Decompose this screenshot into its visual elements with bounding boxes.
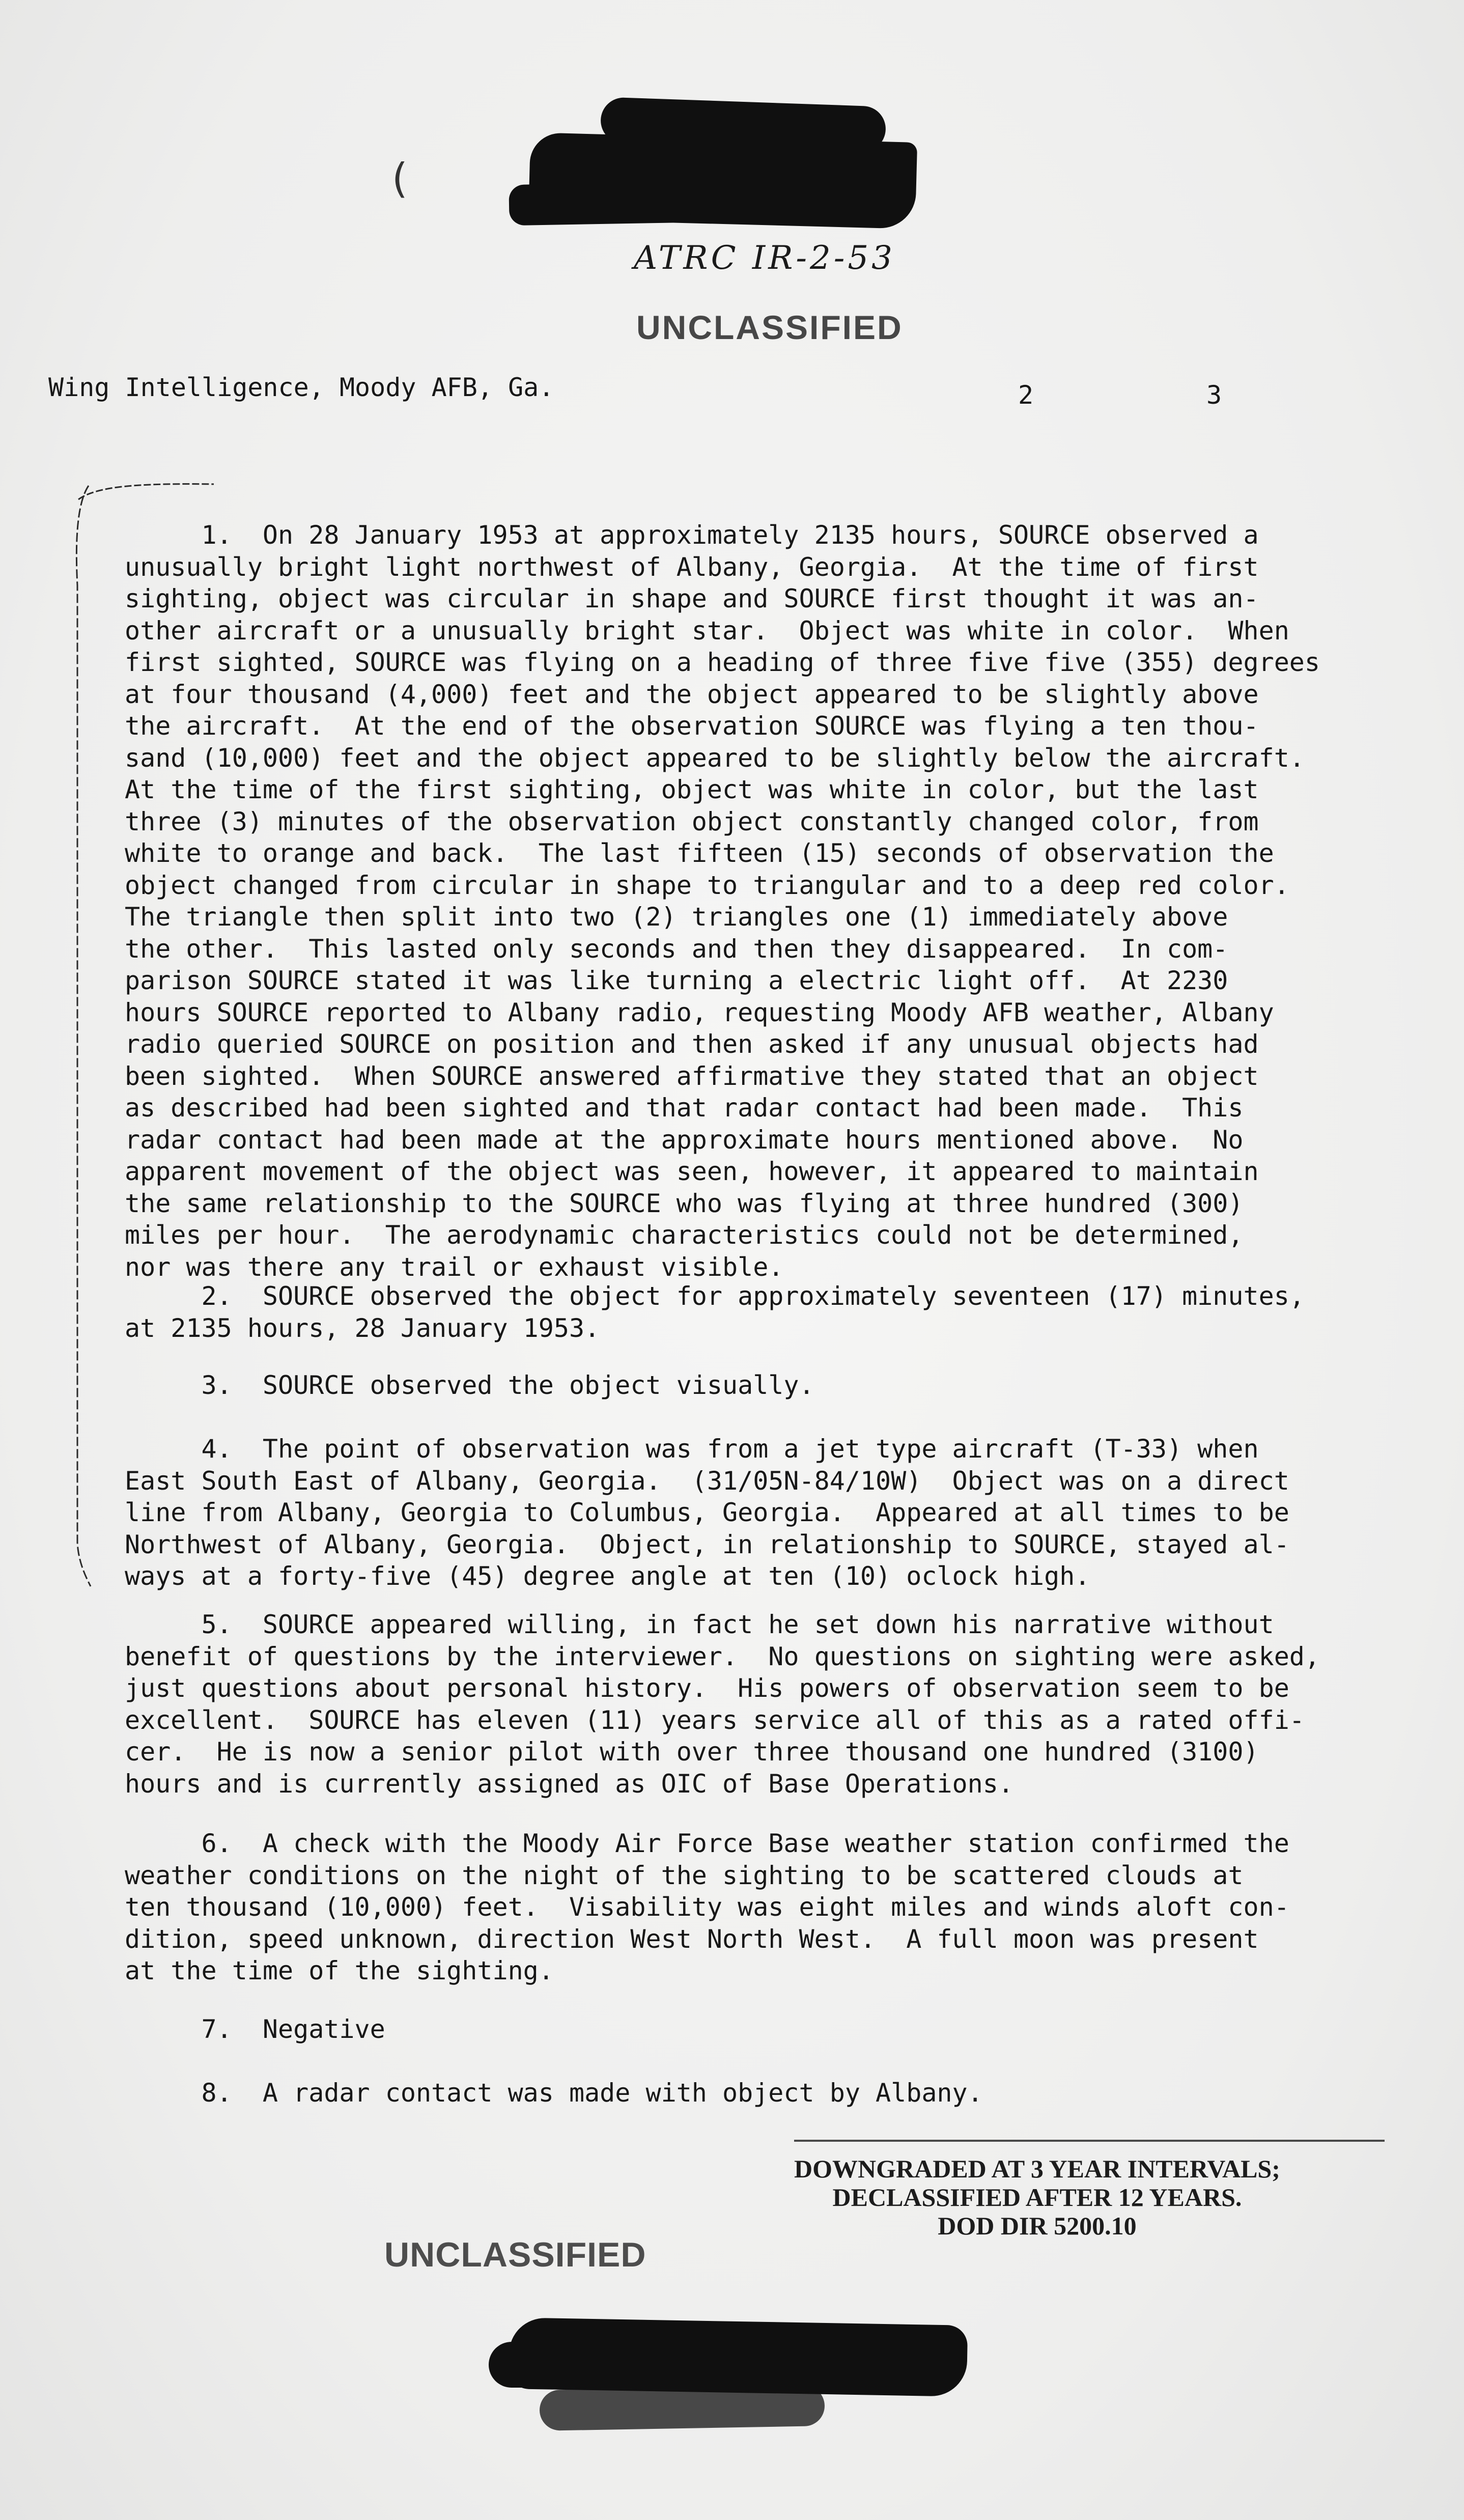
paragraph-1 <box>125 519 1346 1283</box>
text-line: the same relationship to the SOURCE who was flying at three hundred (300) <box>125 1188 1244 1218</box>
handwritten-reference: ATRC IR-2-53 <box>634 239 895 277</box>
text-line: been sighted. When SOURCE answered affirmative they stated that an object <box>125 1061 1259 1091</box>
text-line: the aircraft. At the end of the observation SOURCE was flying a ten thou- <box>125 711 1259 741</box>
stray-mark: ( <box>387 155 412 202</box>
text-line: radar contact had been made at the approximate hours mentioned above. No <box>125 1125 1244 1155</box>
paragraph-2 <box>125 1280 1346 1344</box>
text-line: 7. Negative <box>125 2014 385 2044</box>
text-line: hours and is currently assigned as OIC of Base Operations. <box>125 1769 1013 1799</box>
text-line: excellent. SOURCE has eleven (11) years service all of this as a rated offi- <box>125 1705 1305 1735</box>
text-line: cer. He is now a senior pilot with over three thousand one hundred (3100) <box>125 1737 1259 1767</box>
copy-number: 3 <box>1206 380 1222 410</box>
text-line: just questions about personal history. His powers of observation seem to be <box>125 1673 1289 1703</box>
text-line: sand (10,000) feet and the object appeared to be slightly below the aircraft. <box>125 743 1305 773</box>
text-line: 2. SOURCE observed the object for approximately seventeen (17) minutes, <box>125 1281 1305 1311</box>
text-line: parison SOURCE stated it was like turning a electric light off. At 2230 <box>125 966 1228 995</box>
text-line: 5. SOURCE appeared willing, in fact he set down his narrative without <box>125 1610 1274 1639</box>
divider-rule <box>794 2140 1385 2142</box>
text-line: dition, speed unknown, direction West North West. A full moon was present <box>125 1924 1259 1954</box>
text-line: object changed from circular in shape to triangular and to a deep red color. <box>125 870 1289 900</box>
downgrade-line-3: DOD DIR 5200.10 <box>938 2211 1137 2240</box>
downgrade-line-2: DECLASSIFIED AFTER 12 YEARS. <box>832 2183 1242 2211</box>
text-line: hours SOURCE reported to Albany radio, requesting Moody AFB weather, Albany <box>125 997 1274 1027</box>
text-line: 3. SOURCE observed the object visually. <box>125 1370 814 1400</box>
text-line: 6. A check with the Moody Air Force Base weather station confirmed the <box>125 1829 1289 1858</box>
downgrade-line-1: DOWNGRADED AT 3 YEAR INTERVALS; <box>794 2154 1280 2183</box>
margin-bracket-mark <box>71 484 92 1588</box>
text-line: 4. The point of observation was from a jet type aircraft (T-33) when <box>125 1434 1259 1464</box>
paragraph-4 <box>125 1433 1346 1592</box>
page-number: 2 <box>1018 380 1034 410</box>
text-line: unusually bright light northwest of Albany, Georgia. At the time of first <box>125 552 1259 582</box>
paragraph-3 <box>125 1369 1346 1402</box>
margin-bracket-top-curve <box>76 481 219 501</box>
text-line: radio queried SOURCE on position and then asked if any unusual objects had <box>125 1029 1259 1059</box>
text-line: At the time of the first sighting, object was white in color, but the last <box>125 775 1259 804</box>
text-line: white to orange and back. The last fifteen (15) seconds of observation the <box>125 838 1274 868</box>
text-line: ways at a forty-five (45) degree angle at ten (10) oclock high. <box>125 1561 1090 1591</box>
text-line: line from Albany, Georgia to Columbus, Georgia. Appeared at all times to be <box>125 1498 1289 1527</box>
text-line: ten thousand (10,000) feet. Visability was eight miles and winds aloft con- <box>125 1892 1289 1922</box>
text-line: the other. This lasted only seconds and then they disappeared. In com- <box>125 934 1228 964</box>
text-line: weather conditions on the night of the sighting to be scattered clouds at <box>125 1860 1244 1890</box>
downgrade-notice <box>794 2154 1280 2240</box>
from-line: Wing Intelligence, Moody AFB, Ga. <box>48 373 554 402</box>
classification-stamp-top: UNCLASSIFIED <box>636 309 903 346</box>
text-line: Northwest of Albany, Georgia. Object, in relationship to SOURCE, stayed al- <box>125 1529 1289 1559</box>
text-line: at 2135 hours, 28 January 1953. <box>125 1313 600 1343</box>
text-line: apparent movement of the object was seen, however, it appeared to maintain <box>125 1157 1259 1186</box>
text-line: at four thousand (4,000) feet and the object appeared to be slightly above <box>125 679 1259 709</box>
text-line: three (3) minutes of the observation object constantly changed color, from <box>125 806 1259 836</box>
text-line: first sighted, SOURCE was flying on a heading of three five five (355) degrees <box>125 648 1320 677</box>
paragraph-7 <box>125 2013 1346 2046</box>
text-line: 8. A radar contact was made with object by Albany. <box>125 2078 983 2108</box>
text-line: miles per hour. The aerodynamic characteristics could not be determined, <box>125 1220 1244 1250</box>
text-line: benefit of questions by the interviewer. No questions on sighting were asked, <box>125 1641 1320 1671</box>
classification-stamp-bottom: UNCLASSIFIED <box>384 2235 646 2274</box>
paragraph-5 <box>125 1609 1346 1800</box>
text-line: The triangle then split into two (2) triangles one (1) immediately above <box>125 902 1228 932</box>
text-line: nor was there any trail or exhaust visible. <box>125 1252 784 1282</box>
text-line: 1. On 28 January 1953 at approximately 2135 hours, SOURCE observed a <box>125 520 1259 550</box>
paragraph-6 <box>125 1828 1346 1987</box>
text-line: sighting, object was circular in shape and SOURCE first thought it was an- <box>125 584 1259 613</box>
redaction-mark-bottom-left <box>489 2342 580 2388</box>
redaction-mark-top-tail <box>509 182 692 226</box>
redaction-mark-bottom-lower <box>539 2385 825 2431</box>
text-line: at the time of the sighting. <box>125 1956 554 1985</box>
text-line: East South East of Albany, Georgia. (31/05N-84/10W) Object was on a direct <box>125 1466 1289 1496</box>
text-line: as described had been sighted and that radar contact had been made. This <box>125 1093 1244 1123</box>
paragraph-8 <box>125 2077 1346 2109</box>
text-line: other aircraft or a unusually bright star. Object was white in color. When <box>125 615 1289 646</box>
